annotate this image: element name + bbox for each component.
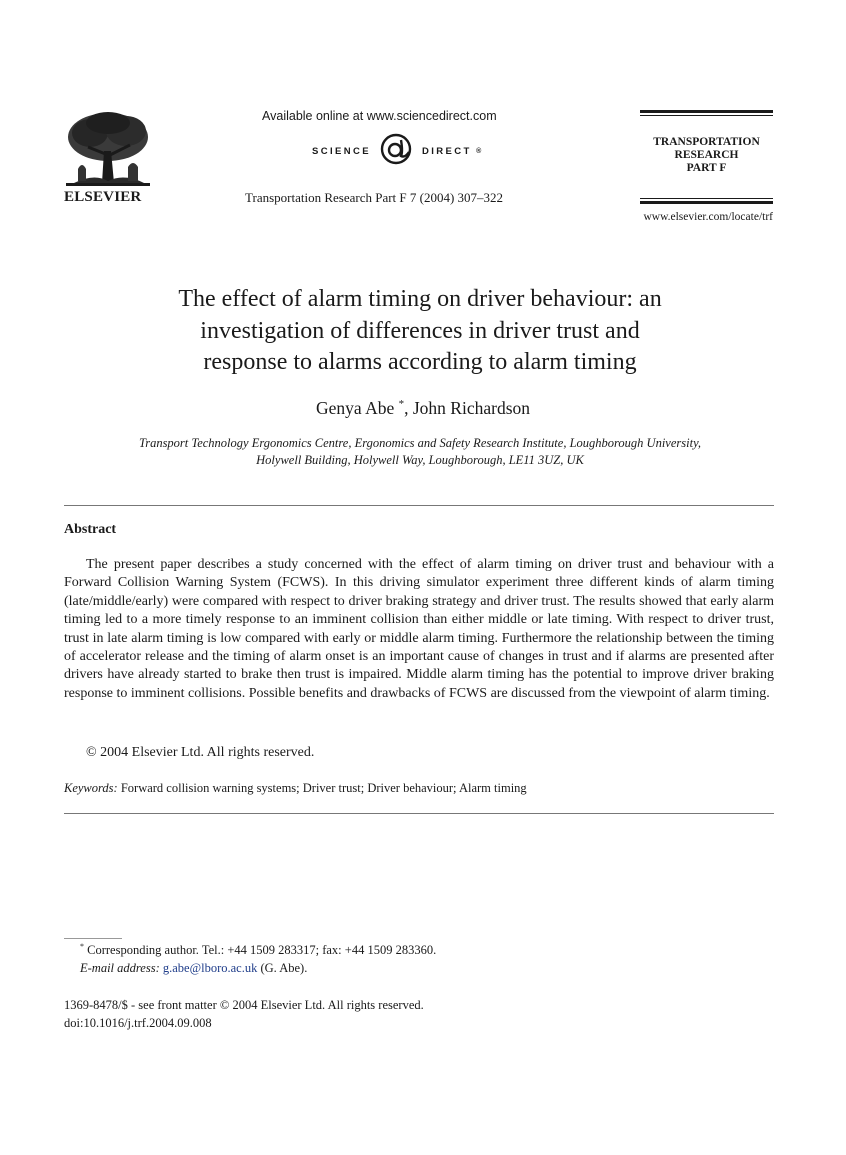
authors xyxy=(0,398,846,419)
author-separator: , xyxy=(404,398,413,418)
copyright-notice: © 2004 Elsevier Ltd. All rights reserved. xyxy=(86,745,315,760)
journal-brand-line: RESEARCH xyxy=(674,149,739,161)
journal-brand-line: PART F xyxy=(686,162,727,174)
sciencedirect-left-word: SCIENCE xyxy=(312,146,372,157)
affiliation-line: Holywell Building, Holywell Way, Loughborough, LE11 3UZ, UK xyxy=(256,453,584,467)
sciencedirect-logo xyxy=(312,132,481,166)
corresponding-author-footnote xyxy=(80,942,436,958)
abstract-bottom-rule xyxy=(64,813,774,814)
brand-rule xyxy=(640,115,773,116)
doi-line[interactable]: doi:10.1016/j.trf.2004.09.008 xyxy=(64,1016,212,1030)
brand-rule xyxy=(640,110,773,113)
brand-rule xyxy=(640,201,773,204)
footnote-text: Corresponding author. Tel.: +44 1509 283317; fax: +44 1509 283360. xyxy=(87,943,437,958)
email-label: E-mail address: xyxy=(80,961,160,975)
keywords-label: Keywords: xyxy=(64,781,118,795)
affiliation-line: Transport Technology Ergonomics Centre, Ergonomics and Safety Research Institute, Loughborough University, xyxy=(138,436,702,450)
keywords-list: Forward collision warning systems; Driver trust; Driver behaviour; Alarm timing xyxy=(120,781,527,795)
brand-rule xyxy=(640,198,773,199)
paper-title xyxy=(60,284,780,379)
author-name: Genya Abe xyxy=(315,398,395,418)
available-online-text: Available online at www.sciencedirect.com xyxy=(262,109,497,123)
journal-brand-line: TRANSPORTATION xyxy=(653,136,760,148)
abstract-top-rule xyxy=(64,505,774,506)
email-footnote xyxy=(80,961,307,976)
publisher-name: ELSEVIER xyxy=(64,189,142,205)
issn-line: 1369-8478/$ - see front matter © 2004 Elsevier Ltd. All rights reserved. xyxy=(64,998,424,1012)
author-name: John Richardson xyxy=(412,398,531,418)
abstract-heading: Abstract xyxy=(64,522,117,537)
journal-url: www.elsevier.com/locate/trf xyxy=(643,211,773,223)
title-line: investigation of differences in driver trust and xyxy=(200,317,640,344)
footnote-rule xyxy=(64,938,122,939)
email-suffix: (G. Abe). xyxy=(260,961,308,975)
sciencedirect-right-word: DIRECT xyxy=(421,146,472,157)
title-line: The effect of alarm timing on driver behaviour: an xyxy=(178,286,662,312)
journal-citation: Transportation Research Part F 7 (2004) 307–322 xyxy=(245,190,504,205)
footnote-mark: * xyxy=(80,942,84,951)
title-line: response to alarms according to alarm timing xyxy=(203,349,637,375)
tree-logo-icon xyxy=(64,111,152,189)
registered-mark: ® xyxy=(476,148,482,155)
journal-brand xyxy=(640,136,773,175)
keywords xyxy=(64,781,774,796)
corresponding-author-mark: * xyxy=(398,398,405,411)
sciencedirect-at-icon xyxy=(379,132,413,171)
abstract-body: The present paper describes a study concerned with the effect of alarm timing on driver trust and behaviour with a Forward Collision Warning System (FCWS). In this driving simulator experiment three different kinds of alarm timing (late/middle/early) were compared with respect to driver braking strategy and driver trust. The results showed that early alarm timing led to a more timely response to an imminent collision than either middle or late timing. With respect to driver trust, trust in late alarm timing is low compared with early or middle alarm timing. Furthermore the relationship between the timing of accelerator release and the timing of alarm onset is an important cause of changes in trust and if alarms are presented after drivers have already started to brake then trust is impaired. Middle alarm timing has the potential to improve driver braking response to imminent collisions. Possible benefits and drawbacks of FCWS are discussed from the viewpoint of alarm timing. xyxy=(64,557,774,701)
affiliation xyxy=(64,435,776,469)
email-link[interactable]: g.abe@lboro.ac.uk xyxy=(162,961,258,975)
